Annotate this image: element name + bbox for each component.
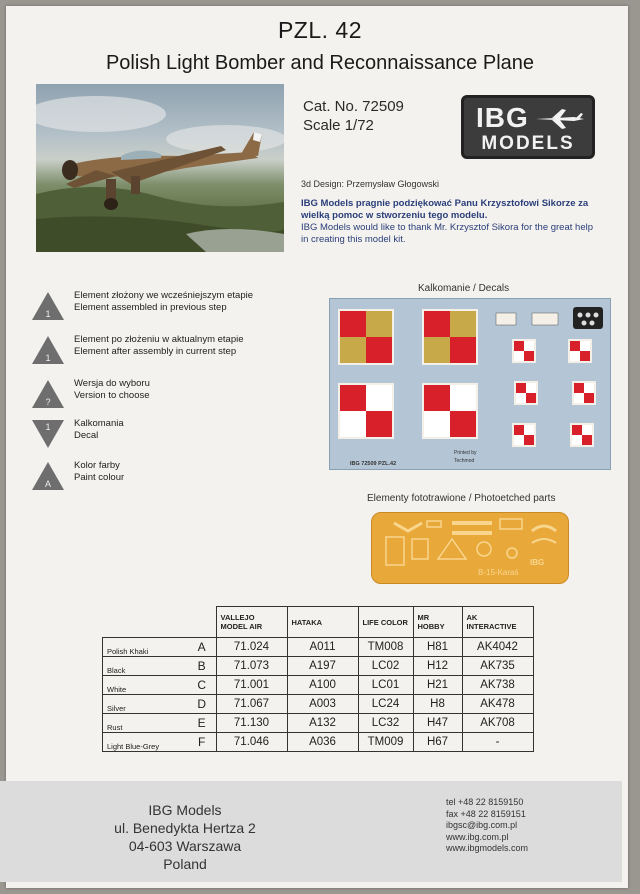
legend-item	[30, 378, 280, 414]
country: Poland	[163, 856, 207, 872]
boxart-photo	[36, 84, 284, 252]
legend-item	[30, 334, 280, 370]
table-cell: AK735	[462, 657, 533, 676]
colour-name: Black	[103, 657, 188, 676]
table-cell: LC24	[358, 695, 413, 714]
legend-item	[30, 290, 280, 326]
triangle-up-icon	[30, 290, 66, 322]
catalog-number: Cat. No. 72509	[303, 98, 404, 115]
table-cell: H67	[413, 733, 462, 752]
legend-label	[74, 334, 244, 358]
design-credit: 3d Design: Przemysław Głogowski	[301, 179, 440, 189]
decals-title: Kalkomanie / Decals	[418, 283, 510, 294]
legend-label	[74, 378, 150, 402]
email-link[interactable]: ibgsc@ibg.com.pl	[446, 820, 518, 830]
paint-table	[102, 606, 534, 752]
table-cell: 71.024	[216, 638, 287, 657]
street: ul. Benedykta Hertza 2	[114, 820, 256, 836]
decal-printer: Techmod	[454, 458, 475, 464]
photoetch-artwork	[372, 513, 568, 583]
colour-letter: E	[188, 714, 216, 733]
legend-symbol: A	[44, 479, 52, 489]
decal-printed-by: Printed by	[454, 450, 477, 456]
table-cell: 71.067	[216, 695, 287, 714]
city: 04-603 Warszawa	[128, 838, 242, 854]
legend-label-en: Version to choose	[74, 390, 150, 401]
legend-label-en: Paint colour	[74, 472, 125, 483]
fax: fax +48 22 8159151	[446, 808, 526, 819]
fret-label: B-15-Karaś	[478, 568, 519, 577]
colour-name: Light Blue-Grey	[103, 733, 188, 752]
decal-checker-small	[514, 381, 538, 405]
legend-label-pl: Element po złożeniu w aktualnym etapie	[74, 334, 244, 345]
page-title: PZL. 42	[277, 17, 363, 43]
legend-item	[30, 418, 280, 454]
company-address	[85, 801, 285, 873]
legend-item	[30, 460, 280, 496]
colour-name: White	[103, 676, 188, 695]
decal-sheet	[329, 298, 611, 470]
legend-label-pl: Wersja do wyboru	[74, 378, 150, 389]
table-cell: 71.130	[216, 714, 287, 733]
logo-text-top: IBG	[476, 102, 529, 133]
colour-name: Silver	[103, 695, 188, 714]
decal-checker-white	[422, 383, 478, 439]
triangle-up-icon	[30, 378, 66, 410]
legend-symbol: 1	[45, 353, 51, 363]
contact-info	[446, 797, 528, 855]
column-header: LIFE COLOR	[358, 607, 413, 638]
legend-label-pl: Kolor farby	[74, 460, 120, 471]
table-cell: 71.046	[216, 733, 287, 752]
table-row	[103, 657, 534, 676]
photoetch-fret	[371, 512, 569, 584]
table-header-row	[103, 607, 534, 638]
decal-checker-small	[568, 339, 592, 363]
table-cell: H12	[413, 657, 462, 676]
catalog-info	[303, 97, 404, 135]
decal-checker-small	[570, 423, 594, 447]
table-cell: LC02	[358, 657, 413, 676]
column-header: HATAKA	[287, 607, 358, 638]
table-cell: A197	[287, 657, 358, 676]
table-row	[103, 676, 534, 695]
table-row	[103, 695, 534, 714]
decal-checker-white	[338, 383, 394, 439]
website-link[interactable]: www.ibg.com.pl	[446, 831, 509, 842]
legend-label-en: Element assembled in previous step	[74, 302, 227, 313]
triangle-up-icon	[30, 460, 66, 492]
column-header: AK INTERACTIVE	[462, 607, 533, 638]
colour-letter: B	[188, 657, 216, 676]
aircraft-illustration	[36, 84, 284, 252]
decal-checker-khaki	[422, 309, 478, 365]
decal-checker-khaki	[338, 309, 394, 365]
legend-label-en: Element after assembly in current step	[74, 346, 237, 357]
thanks-polish: IBG Models pragnie podziękować Panu Krzysztofowi Sikorze za wielką pomoc w stworzeniu tego modelu.	[301, 198, 589, 221]
legend-label-pl: Kalkomania	[74, 418, 124, 429]
triangle-up-icon	[30, 334, 66, 366]
table-cell: LC01	[358, 676, 413, 695]
website-link[interactable]: www.ibgmodels.com	[446, 843, 529, 853]
thanks-english: IBG Models would like to thank Mr. Krzysztof Sikora for the great help in creating this model kit.	[301, 222, 593, 245]
logo-text-bottom: MODELS	[481, 133, 575, 154]
table-cell: AK708	[462, 714, 533, 733]
legend-label	[74, 418, 124, 442]
page-subtitle: Polish Light Bomber and Reconnaissance Plane	[105, 52, 535, 74]
phone: tel +48 22 8159150	[446, 797, 524, 807]
table-cell: H8	[413, 695, 462, 714]
table-row	[103, 733, 534, 752]
legend-symbol: 1	[45, 422, 51, 432]
legend-label-pl: Element złożony we wcześniejszym etapie	[74, 290, 253, 301]
triangle-down-icon	[30, 418, 66, 450]
scale: Scale 1/72	[303, 117, 374, 134]
table-cell: A036	[287, 733, 358, 752]
column-header: VALLEJO MODEL AIR	[216, 607, 287, 638]
plane-icon	[534, 108, 586, 130]
legend-symbol: 1	[45, 309, 51, 319]
colour-letter: F	[188, 733, 216, 752]
legend-label	[74, 290, 253, 314]
table-cell: AK4042	[462, 638, 533, 657]
table-cell: A003	[287, 695, 358, 714]
colour-name: Rust	[103, 714, 188, 733]
legend-label	[74, 460, 124, 484]
table-cell: A011	[287, 638, 358, 657]
colour-letter: A	[188, 638, 216, 657]
legend-symbol: ?	[45, 397, 51, 407]
decal-checker-small	[512, 423, 536, 447]
table-cell: H81	[413, 638, 462, 657]
fret-brand: IBG	[530, 558, 545, 567]
table-cell: AK738	[462, 676, 533, 695]
decal-sheet-code: IBG 72509 PZL.42	[350, 461, 397, 467]
table-row	[103, 714, 534, 733]
ibg-models-logo	[461, 95, 595, 159]
table-cell: 71.001	[216, 676, 287, 695]
decal-checker-small	[572, 381, 596, 405]
table-cell: 71.073	[216, 657, 287, 676]
table-corner	[103, 607, 217, 638]
acknowledgement	[301, 198, 601, 246]
decal-checker-small	[512, 339, 536, 363]
table-cell: TM008	[358, 638, 413, 657]
table-cell: A100	[287, 676, 358, 695]
colour-letter: D	[188, 695, 216, 714]
table-cell: AK478	[462, 695, 533, 714]
table-row	[103, 638, 534, 657]
table-cell: A132	[287, 714, 358, 733]
table-cell: H21	[413, 676, 462, 695]
column-header: MR HOBBY	[413, 607, 462, 638]
table-cell: LC32	[358, 714, 413, 733]
photoetch-title: Elementy fototrawione / Photoetched parts	[367, 493, 556, 504]
table-cell: -	[462, 733, 533, 752]
legend-label-en: Decal	[74, 430, 99, 441]
colour-letter: C	[188, 676, 216, 695]
table-cell: TM009	[358, 733, 413, 752]
company-name: IBG Models	[148, 802, 222, 818]
decal-sheet-artwork	[330, 299, 610, 469]
colour-name: Polish Khaki	[103, 638, 188, 657]
table-cell: H47	[413, 714, 462, 733]
